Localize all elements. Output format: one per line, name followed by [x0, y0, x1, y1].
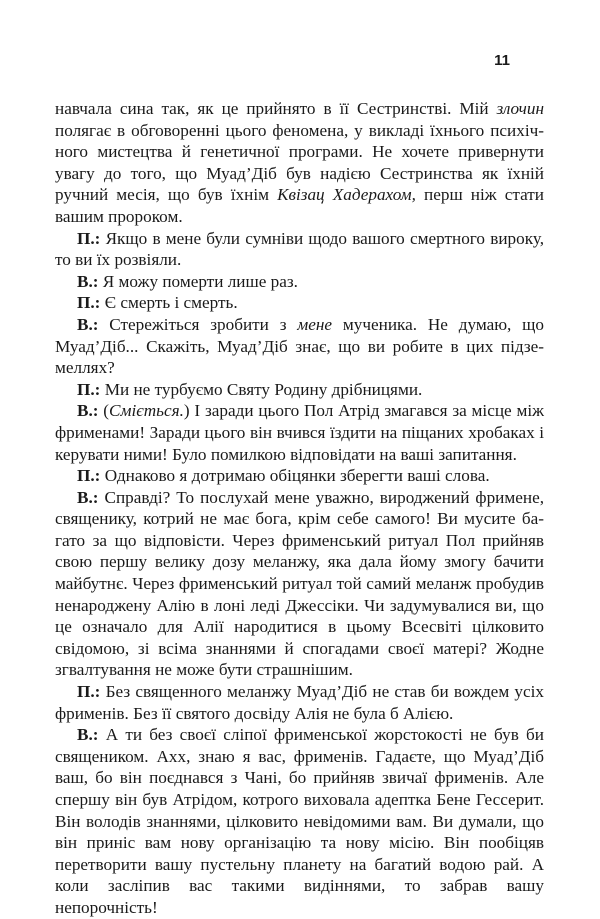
paragraph — [55, 379, 544, 401]
text-block — [55, 98, 544, 919]
speaker-label: В.: — [77, 271, 99, 291]
speaker-label: П.: — [77, 228, 101, 248]
text-segment: полягає в обговоренні цього феномена, у викладі їхнього психічного мистецтва й генетичної програми. Не хочете привернути увагу до того, що Муад’Діб був надією Сестринства як їхній ручний месія, що був їхнім — [55, 120, 544, 205]
text-segment: ( — [98, 401, 110, 421]
speaker-label: П.: — [77, 682, 101, 702]
speaker-label: П.: — [77, 293, 101, 313]
speaker-label: В.: — [77, 725, 99, 745]
paragraph — [55, 724, 544, 918]
speaker-label: В.: — [77, 401, 99, 421]
paragraph — [55, 98, 544, 228]
text-segment: Справді? То послухай мене уважно, вироджений фримене, священику, котрий не має бога, крім себе самого! Ви мусите багато за що відповісти. Через фрименський ритуал Пол прийняв свою першу велику дозу меланжу, яка дала йому змогу бачити майбутнє. Через фрименський ритуал той самий меланж пробудив ненароджену Алію в лоні леді Джессіки. Чи задумувалися ви, що це означало для Алії народитися в цьому Всесвіті цілковито свідомою, зі всіма знаннями й спогадами своєї матері? Жодне згвалтування не може бути страшнішим. — [55, 487, 544, 680]
paragraph — [55, 400, 544, 465]
paragraph — [55, 487, 544, 681]
text-segment: перш ніж стати вашим пророком. — [55, 185, 544, 226]
paragraph — [55, 271, 544, 293]
paragraph — [55, 292, 544, 314]
text-segment: Без священного меланжу Муад’Діб не став би вождем усіх фрименів. Без її святого досвіду Алія не була б Алією. — [55, 682, 544, 723]
text-segment: Якщо в мене були сумніви щодо вашого смертного вироку, то ви їх розвіяли. — [55, 228, 544, 270]
paragraph — [55, 314, 544, 379]
italic-text: мене — [297, 314, 333, 334]
text-segment: ) І заради цього Пол Атрід змагався за місце між фрименами! Заради цього він вчився їздити на піщаних хробаках і керувати ними! Було помилкою відповідати на ваші запитання. — [55, 401, 544, 464]
text-segment: Я можу померти лише раз. — [98, 271, 298, 291]
speaker-label: П.: — [77, 466, 101, 486]
paragraph — [55, 228, 544, 271]
italic-text: злочин — [496, 99, 544, 118]
italic-text: Квізац Хадерахом, — [277, 185, 416, 205]
speaker-label: В.: — [77, 314, 99, 334]
text-segment: Стережіться зробити з — [98, 314, 298, 334]
speaker-label: П.: — [77, 379, 101, 399]
italic-text: Сміється. — [109, 401, 184, 421]
page-number: 11 — [494, 52, 510, 69]
text-segment: А ти без своєї сліпої фрименської жорстокості не був би священиком. Ахх, знаю я вас, фрименів. Гадаєте, що Муад’Діб ваш, бо він поєднався з Чані, бо прийняв звичаї фрименів. Але спершу він був Атрідом, котрого виховала адептка Бене Гессерит. Він володів знаннями, цілковито невідомими вам. Ви думали, що він приніс вам нову організацію та нову місію. Він пообіцяв перетворити вашу пустельну планету на багатий водою рай. А коли засліпив вас такими видіннями, то забрав вашу непорочність! — [55, 725, 544, 917]
text-segment: Є смерть і смерть. — [100, 293, 238, 313]
paragraph — [55, 681, 544, 724]
text-segment: навчала сина так, як це прийнято в її Сестринстві. Мій — [55, 99, 497, 118]
text-segment: Однаково я дотримаю обіцянки зберегти ваші слова. — [100, 466, 490, 486]
text-segment: Ми не турбуємо Святу Родину дрібницями. — [100, 379, 423, 399]
text-segment: мученика. Не думаю, що Муад’Діб... Скажіть, Муад’Діб знає, що ви робите в цих підземеллях? — [55, 314, 544, 378]
speaker-label: В.: — [77, 487, 99, 507]
paragraph — [55, 465, 544, 487]
